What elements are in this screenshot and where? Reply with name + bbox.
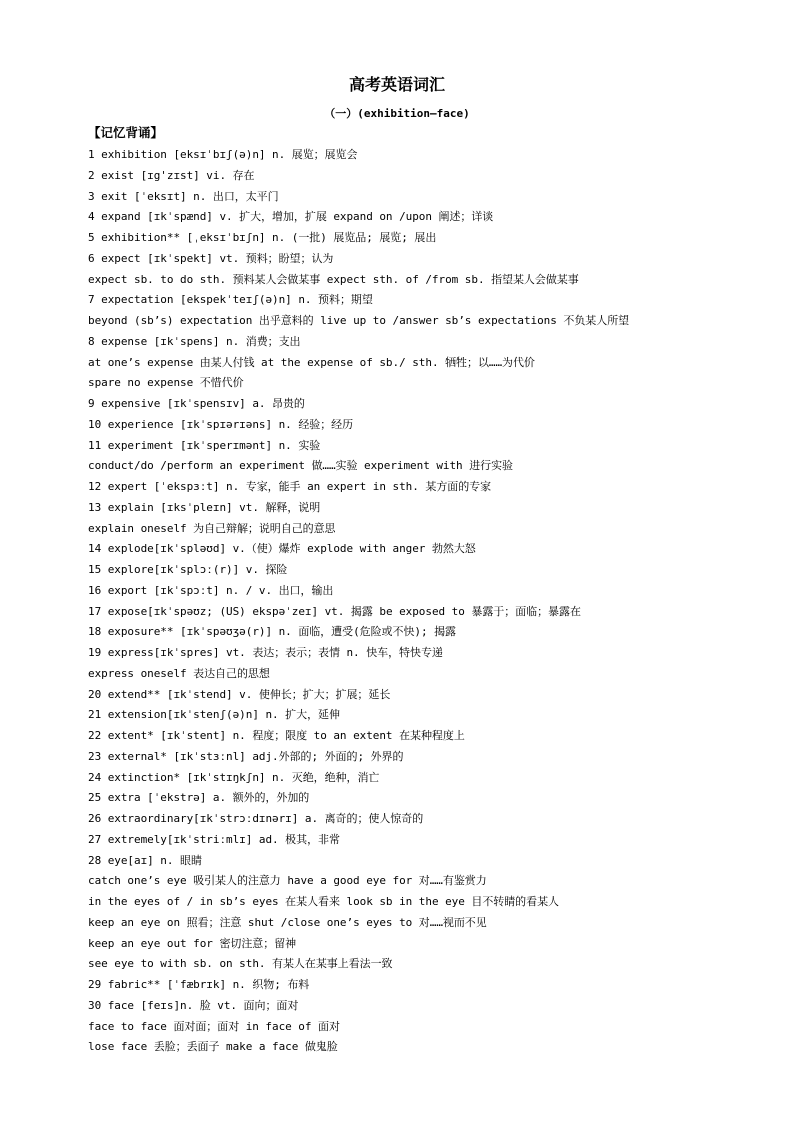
vocabulary-line: 8 expense [ɪkˈspens] n. 消费；支出 <box>88 334 301 348</box>
vocabulary-line: 6 expect [ɪkˈspekt] vt. 预料；盼望；认为 <box>88 251 334 265</box>
vocabulary-line: express oneself 表达自己的思想 <box>88 666 270 680</box>
vocabulary-line: 5 exhibition** [ˌeksɪˈbɪʃn] n. (一批) 展览品; 展览; 展出 <box>88 231 437 244</box>
vocabulary-line: lose face 丢脸；丢面子 make a face 做鬼脸 <box>88 1040 338 1054</box>
vocabulary-line: 11 experiment [ɪkˈsperɪmənt] n. 实验 <box>88 438 321 452</box>
vocabulary-line: 15 explore[ɪkˈsplɔː(r)] v. 探险 <box>88 563 288 576</box>
vocabulary-line: expect sb. to do sth. 预料某人会做某事 expect sth. of /from sb. 指望某人会做某事 <box>88 272 579 286</box>
vocabulary-line: keep an eye on 照看；注意 shut /close one’s eyes to 对……视而不见 <box>88 915 487 929</box>
vocabulary-line: 10 experience [ɪkˈspɪərɪəns] n. 经验；经历 <box>88 417 354 431</box>
vocabulary-line: 24 extinction* [ɪkˈstɪŋkʃn] n. 灭绝，绝种，消亡 <box>88 770 380 784</box>
vocabulary-line: 23 external* [ɪkˈstɜːnl] adj.外部的; 外面的; 外界的 <box>88 749 404 763</box>
vocabulary-line: catch one’s eye 吸引某人的注意力 have a good eye for 对……有鉴赏力 <box>88 874 487 888</box>
vocabulary-line: 21 extension[ɪkˈstenʃ(ə)n] n. 扩大，延伸 <box>88 708 340 722</box>
vocabulary-line: 25 extra [ˈekstrə] a. 额外的，外加的 <box>88 791 310 805</box>
document-subtitle: （一）(exhibition—face) <box>324 107 470 120</box>
vocabulary-line: in the eyes of / in sb’s eyes 在某人看来 look sb in the eye 目不转睛的看某人 <box>88 895 559 908</box>
vocabulary-line: 3 exit [ˈeksɪt] n. 出口，太平门 <box>88 189 279 203</box>
vocabulary-line: 30 face [feɪs]n. 脸 vt. 面向；面对 <box>88 998 299 1012</box>
vocabulary-line: 28 eye[aɪ] n. 眼睛 <box>88 853 202 867</box>
vocabulary-line: 18 exposure** [ɪkˈspəʊʒə(r)] n. 面临，遭受(危险或不快); 揭露 <box>88 625 457 639</box>
document-title: 高考英语词汇 <box>348 75 445 94</box>
vocabulary-line: explain oneself 为自己辩解；说明自己的意思 <box>88 521 336 535</box>
vocabulary-line: 13 explain [ɪksˈpleɪn] vt. 解释，说明 <box>88 500 321 514</box>
vocabulary-line: 20 extend** [ɪkˈstend] v. 使伸长；扩大；扩展；延长 <box>88 687 391 701</box>
vocabulary-list <box>88 145 778 1058</box>
vocabulary-line: 29 fabric** [ˈfæbrɪk] n. 织物; 布料 <box>88 978 310 991</box>
vocabulary-line: face to face 面对面；面对 in face of 面对 <box>88 1019 340 1033</box>
vocabulary-line: 26 extraordinary[ɪkˈstrɔːdɪnərɪ] a. 离奇的；使人惊奇的 <box>88 812 424 825</box>
vocabulary-line: 19 express[ɪkˈspres] vt. 表达；表示；表情 n. 快车，特快专递 <box>88 646 443 659</box>
vocabulary-line: 22 extent* [ɪkˈstent] n. 程度；限度 to an extent 在某种程度上 <box>88 729 465 742</box>
vocabulary-line: spare no expense 不惜代价 <box>88 376 244 390</box>
vocabulary-line: at one’s expense 由某人付钱 at the expense of sb./ sth. 牺牲；以……为代价 <box>88 355 535 369</box>
vocabulary-line: see eye to with sb. on sth. 有某人在某事上看法一致 <box>88 957 393 971</box>
vocabulary-line: 16 export [ɪkˈspɔːt] n. / v. 出口，输出 <box>88 583 334 597</box>
vocabulary-line: 14 explode[ɪkˈspləʊd] v.（使）爆炸 explode with anger 勃然大怒 <box>88 542 476 556</box>
vocabulary-line: 1 exhibition [eksɪˈbɪʃ(ə)n] n. 展览；展览会 <box>88 148 358 161</box>
vocabulary-line: 2 exist [ɪg'zɪst] vi. 存在 <box>88 168 255 182</box>
vocabulary-line: 4 expand [ɪkˈspænd] v. 扩大，增加，扩展 expand on /upon 阐述；详谈 <box>88 210 494 224</box>
vocabulary-line: 7 expectation [ekspekˈteɪʃ(ə)n] n. 预料；期望 <box>88 293 373 307</box>
vocabulary-line: 9 expensive [ɪkˈspensɪv] a. 昂贵的 <box>88 397 305 410</box>
vocabulary-line: conduct/do /perform an experiment 做……实验 experiment with 进行实验 <box>88 459 513 473</box>
section-heading: 【记忆背诵】 <box>88 125 164 140</box>
vocabulary-line: keep an eye out for 密切注意；留神 <box>88 936 297 950</box>
vocabulary-line: 17 expose[ɪkˈspəʊz; (US) ekspəˈzeɪ] vt. 揭露 be exposed to 暴露于；面临；暴露在 <box>88 604 581 618</box>
vocabulary-line: 27 extremely[ɪkˈstriːmlɪ] ad. 极其，非常 <box>88 832 340 846</box>
vocabulary-line: beyond (sb’s) expectation 出乎意料的 live up to /answer sb’s expectations 不负某人所望 <box>88 314 630 327</box>
vocabulary-line: 12 expert [ˈekspɜːt] n. 专家，能手 an expert in sth. 某方面的专家 <box>88 480 492 493</box>
